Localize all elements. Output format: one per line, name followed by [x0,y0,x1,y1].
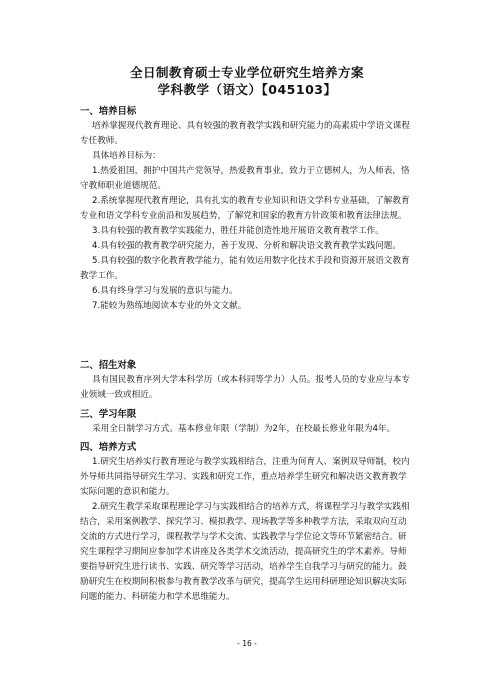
section-heading: 四、培养方式 [80,442,137,453]
doc-title: 全日制教育硕士专业学位研究生培养方案 [129,65,364,80]
paragraph: 2.系统掌握现代教育理论，具有扎实的教育专业知识和语文学科专业基础，了解教育专业和语文学科专业前沿和发展趋势，了解党和国家的教育方针政策和教育法律法规。 [80,196,410,221]
paragraph: 具体培养目标为： [92,151,161,161]
paragraph: 6.具有终身学习与发展的意识与能力。 [92,286,238,296]
section-training-methods [80,440,414,605]
paragraph: 1.热爱祖国，拥护中国共产党领导，热爱教育事业，致力于立德树人，为人师表，恪守教师职业道德规范。 [80,166,410,191]
section-heading: 三、学习年限 [80,409,137,420]
section-admission [80,358,414,403]
doc-subtitle: 学科教学（语文）【045103】 [157,82,337,97]
paragraph: 5.具有较强的数字化教育教学能力，能有效运用数字化技术手段和资源开展语文教育教学工作。 [80,256,410,281]
page-number: - 16 - [237,639,257,648]
paragraph: 2.研究生教学采取课程理论学习与实践相结合的培养方式，将课程学习与教学实践相结合，采用案例教学、探究学习、模拟教学、现场教学等多种教学方法，采取双向互动交流的方式进行学习，课程教学与学术交流、实践教学与学位论文等环节紧密结合。研究生课程学习期间应参加学术讲座及各类学术交流活动，提高研究生的学术素养。导师要指导研究生进行读书、实践、研究等学习活动，培养学生自我学习与研究的能力。鼓励研究生在校期间积极参与教育教学改革与研究，提高学生运用科研理论知识解决实际问题的能力、科研能力和学术思维能力。 [80,502,410,602]
section-training-goals [80,104,414,314]
paragraph: 7.能较为熟练地阅读本专业的外文文献。 [92,301,247,311]
paragraph: 具有国民教育序列大学本科学历（或本科同等学力）人员。报考人员的专业应与本专业领域一致或相近。 [80,375,410,400]
paragraph: 3.具有较强的教育教学实践能力，胜任并能创造性地开展语文教育教学工作。 [92,226,384,236]
section-heading: 一、培养目标 [80,106,137,117]
paragraph: 采用全日制学习方式。基本修业年限（学制）为2年，在校最长修业年限为4年。 [92,424,396,434]
paragraph: 培养掌握现代教育理论、具有较强的教育教学实践和研究能力的高素质中学语文课程专任教师。 [80,121,410,146]
section-heading: 二、招生对象 [80,360,137,371]
paragraph: 1.研究生培养实行教育理论与教学实践相结合，注重为何育人、案例双导师制，校内外导师共同指导研究生学习、实践和研究工作，重点培养学生研究和解决语文教育教学实际问题的意识和能力。 [80,457,410,497]
paragraph: 4.具有较强的教育教学研究能力，善于发现、分析和解决语文教育教学实践问题。 [92,241,401,251]
section-duration [80,407,414,437]
